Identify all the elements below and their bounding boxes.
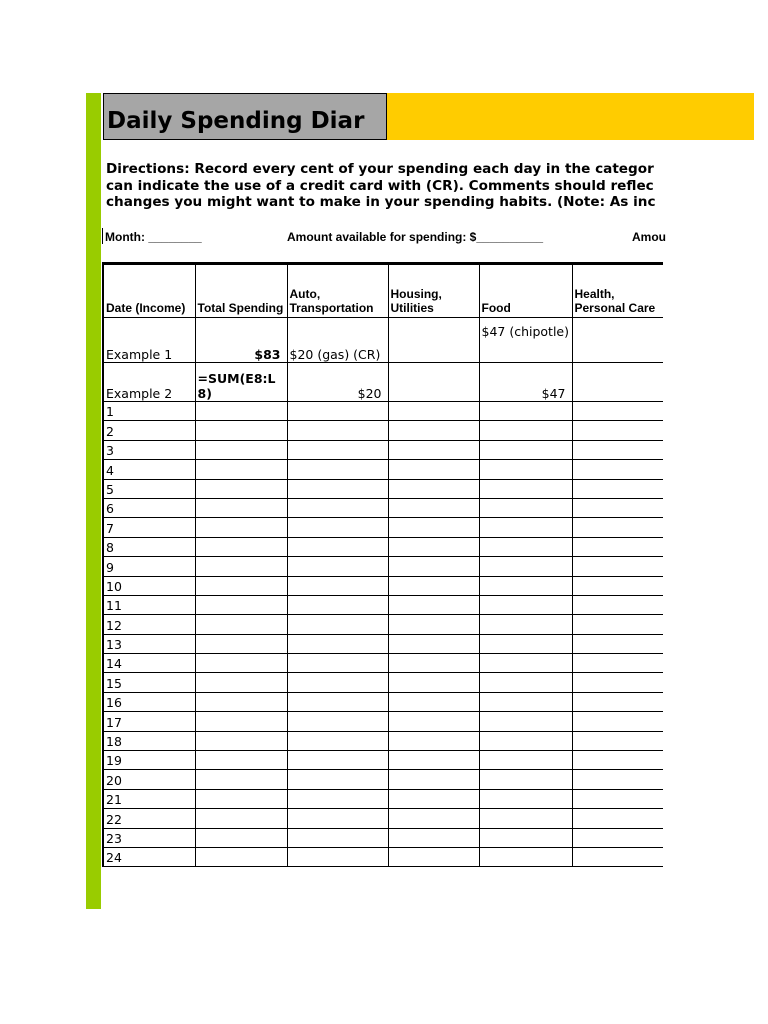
cell-empty[interactable] — [287, 731, 388, 750]
cell-empty[interactable] — [572, 751, 663, 770]
cell-empty[interactable] — [287, 847, 388, 866]
col-header-food: Food — [479, 264, 572, 318]
cell-empty[interactable] — [287, 615, 388, 634]
cell-empty[interactable] — [479, 770, 572, 789]
cell-empty[interactable] — [195, 654, 287, 673]
cell-empty[interactable] — [479, 751, 572, 770]
cell-empty[interactable] — [287, 673, 388, 692]
table-row — [103, 712, 663, 731]
cell-empty[interactable] — [388, 654, 479, 673]
cell-empty[interactable] — [195, 460, 287, 479]
cell-empty[interactable] — [572, 537, 663, 556]
cell-empty[interactable] — [287, 557, 388, 576]
amount-available-field[interactable]: Amount available for spending: $__________ — [287, 230, 544, 244]
table-row — [103, 789, 663, 808]
cell-empty[interactable] — [572, 692, 663, 711]
cell-empty[interactable] — [388, 440, 479, 459]
cell-day-number[interactable]: 7 — [103, 518, 195, 537]
cell-auto[interactable]: $20 — [287, 363, 388, 402]
cell-empty[interactable] — [287, 421, 388, 440]
cell-health[interactable] — [572, 363, 663, 402]
cell-empty[interactable] — [388, 402, 479, 421]
cell-day-number[interactable]: 11 — [103, 595, 195, 614]
cell-empty[interactable] — [388, 770, 479, 789]
cell-day-number[interactable]: 8 — [103, 537, 195, 556]
cell-day-number[interactable]: 24 — [103, 847, 195, 866]
cell-empty[interactable] — [195, 518, 287, 537]
table-row — [103, 673, 663, 692]
cell-empty[interactable] — [287, 402, 388, 421]
table-row — [103, 692, 663, 711]
cell-day-number[interactable]: 22 — [103, 809, 195, 828]
cell-empty[interactable] — [572, 789, 663, 808]
cell-empty[interactable] — [479, 692, 572, 711]
cell-empty[interactable] — [287, 692, 388, 711]
cell-empty[interactable] — [572, 402, 663, 421]
cell-day-number[interactable]: 14 — [103, 654, 195, 673]
cell-health[interactable] — [572, 318, 663, 363]
cell-empty[interactable] — [195, 673, 287, 692]
amount-cut-label: Amou — [632, 230, 666, 244]
cell-empty[interactable] — [479, 557, 572, 576]
cell-empty[interactable] — [479, 576, 572, 595]
cell-empty[interactable] — [195, 498, 287, 517]
table-row — [103, 537, 663, 556]
cell-empty[interactable] — [388, 847, 479, 866]
cell-empty[interactable] — [572, 731, 663, 750]
table-row — [103, 615, 663, 634]
cell-empty[interactable] — [572, 440, 663, 459]
directions-line-2: can indicate the use of a credit card with (CR). Comments should reflec — [106, 177, 654, 194]
cell-empty[interactable] — [388, 595, 479, 614]
cell-day-number[interactable]: 5 — [103, 479, 195, 498]
table-row — [103, 479, 663, 498]
cell-empty[interactable] — [195, 789, 287, 808]
cell-empty[interactable] — [195, 634, 287, 653]
cell-empty[interactable] — [388, 731, 479, 750]
cell-empty[interactable] — [479, 595, 572, 614]
cell-empty[interactable] — [479, 421, 572, 440]
cell-housing[interactable] — [388, 318, 479, 363]
day-rows — [103, 402, 663, 867]
cell-empty[interactable] — [287, 789, 388, 808]
cell-empty[interactable] — [195, 595, 287, 614]
cell-empty[interactable] — [287, 595, 388, 614]
cell-empty[interactable] — [479, 479, 572, 498]
cell-empty[interactable] — [572, 498, 663, 517]
table-row — [103, 731, 663, 750]
table-row — [103, 595, 663, 614]
spending-table — [102, 262, 663, 867]
table-row — [103, 576, 663, 595]
cell-empty[interactable] — [388, 518, 479, 537]
cell-empty[interactable] — [479, 847, 572, 866]
cell-empty[interactable] — [388, 576, 479, 595]
cell-empty[interactable] — [388, 479, 479, 498]
table-row — [103, 518, 663, 537]
cell-empty[interactable] — [388, 498, 479, 517]
cell-empty[interactable] — [388, 421, 479, 440]
cell-empty[interactable] — [572, 634, 663, 653]
cell-empty[interactable] — [479, 673, 572, 692]
cell-empty[interactable] — [572, 615, 663, 634]
cell-empty[interactable] — [572, 809, 663, 828]
cell-day-number[interactable]: 6 — [103, 498, 195, 517]
cell-empty[interactable] — [572, 576, 663, 595]
cell-empty[interactable] — [287, 518, 388, 537]
cell-day-number[interactable]: 18 — [103, 731, 195, 750]
cell-empty[interactable] — [195, 712, 287, 731]
cell-empty[interactable] — [572, 770, 663, 789]
cell-empty[interactable] — [287, 770, 388, 789]
yellow-header-band — [387, 93, 754, 140]
cell-day-number[interactable]: 16 — [103, 692, 195, 711]
cell-food[interactable]: $47 — [479, 363, 572, 402]
cell-day-number[interactable]: 20 — [103, 770, 195, 789]
cell-date[interactable]: Example 2 — [103, 363, 195, 402]
cell-empty[interactable] — [287, 440, 388, 459]
cell-empty[interactable] — [195, 770, 287, 789]
cell-empty[interactable] — [572, 460, 663, 479]
cell-empty[interactable] — [287, 828, 388, 847]
table-row — [103, 421, 663, 440]
table-row — [103, 770, 663, 789]
col-header-total: Total Spending — [195, 264, 287, 318]
cell-empty[interactable] — [195, 731, 287, 750]
cell-empty[interactable] — [287, 809, 388, 828]
month-cell-border — [102, 228, 103, 244]
cell-empty[interactable] — [388, 634, 479, 653]
cell-empty[interactable] — [287, 498, 388, 517]
cell-empty[interactable] — [195, 402, 287, 421]
cell-housing[interactable] — [388, 363, 479, 402]
cell-day-number[interactable]: 21 — [103, 789, 195, 808]
table-row — [103, 751, 663, 770]
cell-empty[interactable] — [195, 479, 287, 498]
cell-empty[interactable] — [287, 751, 388, 770]
cell-day-number[interactable]: 3 — [103, 440, 195, 459]
cell-empty[interactable] — [479, 518, 572, 537]
cell-empty[interactable] — [195, 576, 287, 595]
cell-food[interactable]: $47 (chipotle) — [479, 318, 572, 363]
cell-empty[interactable] — [388, 828, 479, 847]
cell-empty[interactable] — [572, 847, 663, 866]
table-row — [103, 402, 663, 421]
cell-empty[interactable] — [479, 828, 572, 847]
cell-empty[interactable] — [195, 537, 287, 556]
header-row — [103, 264, 663, 318]
cell-empty[interactable] — [388, 673, 479, 692]
cell-empty[interactable] — [388, 712, 479, 731]
cell-total[interactable]: $83 — [195, 318, 287, 363]
cell-empty[interactable] — [388, 460, 479, 479]
cell-day-number[interactable]: 10 — [103, 576, 195, 595]
page-title: Daily Spending Diar — [107, 108, 365, 134]
cell-empty[interactable] — [572, 654, 663, 673]
directions-text — [106, 161, 662, 211]
cell-day-number[interactable]: 9 — [103, 557, 195, 576]
cell-empty[interactable] — [479, 789, 572, 808]
table-row — [103, 460, 663, 479]
month-field[interactable]: Month: ________ — [105, 230, 202, 244]
cell-empty[interactable] — [479, 440, 572, 459]
cell-empty[interactable] — [287, 460, 388, 479]
cell-empty[interactable] — [572, 518, 663, 537]
cell-empty[interactable] — [388, 789, 479, 808]
cell-date[interactable]: Example 1 — [103, 318, 195, 363]
cell-auto[interactable]: $20 (gas) (CR) — [287, 318, 388, 363]
table-row — [103, 847, 663, 866]
cell-empty[interactable] — [479, 712, 572, 731]
cell-empty[interactable] — [479, 654, 572, 673]
cell-empty[interactable] — [479, 460, 572, 479]
table-row — [103, 809, 663, 828]
cell-day-number[interactable]: 17 — [103, 712, 195, 731]
cell-day-number[interactable]: 13 — [103, 634, 195, 653]
cell-empty[interactable] — [287, 634, 388, 653]
cell-empty[interactable] — [572, 828, 663, 847]
table-row — [103, 828, 663, 847]
cell-empty[interactable] — [479, 537, 572, 556]
cell-empty[interactable] — [195, 440, 287, 459]
table-row — [103, 634, 663, 653]
cell-empty[interactable] — [287, 479, 388, 498]
col-header-housing: Housing, Utilities — [388, 264, 479, 318]
cell-day-number[interactable]: 12 — [103, 615, 195, 634]
title-box — [103, 93, 387, 140]
col-header-date: Date (Income) — [103, 264, 195, 318]
cell-empty[interactable] — [195, 421, 287, 440]
cell-total[interactable]: =SUM(E8:L8) — [195, 363, 287, 402]
directions-line-3: changes you might want to make in your spending habits. (Note: As inc — [106, 194, 656, 210]
table-row — [103, 557, 663, 576]
cell-empty[interactable] — [195, 809, 287, 828]
cell-empty[interactable] — [195, 847, 287, 866]
cell-empty[interactable] — [388, 751, 479, 770]
cell-empty[interactable] — [195, 751, 287, 770]
cell-empty[interactable] — [479, 634, 572, 653]
cell-empty[interactable] — [479, 731, 572, 750]
cell-day-number[interactable]: 23 — [103, 828, 195, 847]
cell-empty[interactable] — [287, 654, 388, 673]
cell-empty[interactable] — [195, 615, 287, 634]
cell-empty[interactable] — [479, 498, 572, 517]
cell-empty[interactable] — [287, 537, 388, 556]
green-accent-bar — [86, 93, 101, 909]
example-row-1 — [103, 318, 663, 363]
table-row — [103, 440, 663, 459]
cell-day-number[interactable]: 4 — [103, 460, 195, 479]
cell-empty[interactable] — [388, 537, 479, 556]
table-row — [103, 498, 663, 517]
cell-day-number[interactable]: 2 — [103, 421, 195, 440]
cell-empty[interactable] — [479, 809, 572, 828]
cell-empty[interactable] — [572, 421, 663, 440]
cell-empty[interactable] — [388, 615, 479, 634]
cell-empty[interactable] — [195, 692, 287, 711]
cell-empty[interactable] — [287, 712, 388, 731]
cell-empty[interactable] — [572, 479, 663, 498]
cell-empty[interactable] — [572, 557, 663, 576]
example-row-2 — [103, 363, 663, 402]
cell-empty[interactable] — [572, 595, 663, 614]
cell-empty[interactable] — [388, 557, 479, 576]
table-row — [103, 654, 663, 673]
cell-empty[interactable] — [572, 673, 663, 692]
cell-day-number[interactable]: 15 — [103, 673, 195, 692]
cell-empty[interactable] — [195, 828, 287, 847]
cell-empty[interactable] — [479, 615, 572, 634]
cell-empty[interactable] — [479, 402, 572, 421]
col-header-auto: Auto, Transportation — [287, 264, 388, 318]
cell-day-number[interactable]: 19 — [103, 751, 195, 770]
cell-day-number[interactable]: 1 — [103, 402, 195, 421]
col-header-health: Health, Personal Care — [572, 264, 663, 318]
cell-empty[interactable] — [287, 576, 388, 595]
directions-line-1: Directions: Record every cent of your spending each day in the categor — [106, 161, 654, 177]
cell-empty[interactable] — [195, 557, 287, 576]
cell-empty[interactable] — [388, 692, 479, 711]
cell-empty[interactable] — [572, 712, 663, 731]
cell-empty[interactable] — [388, 809, 479, 828]
